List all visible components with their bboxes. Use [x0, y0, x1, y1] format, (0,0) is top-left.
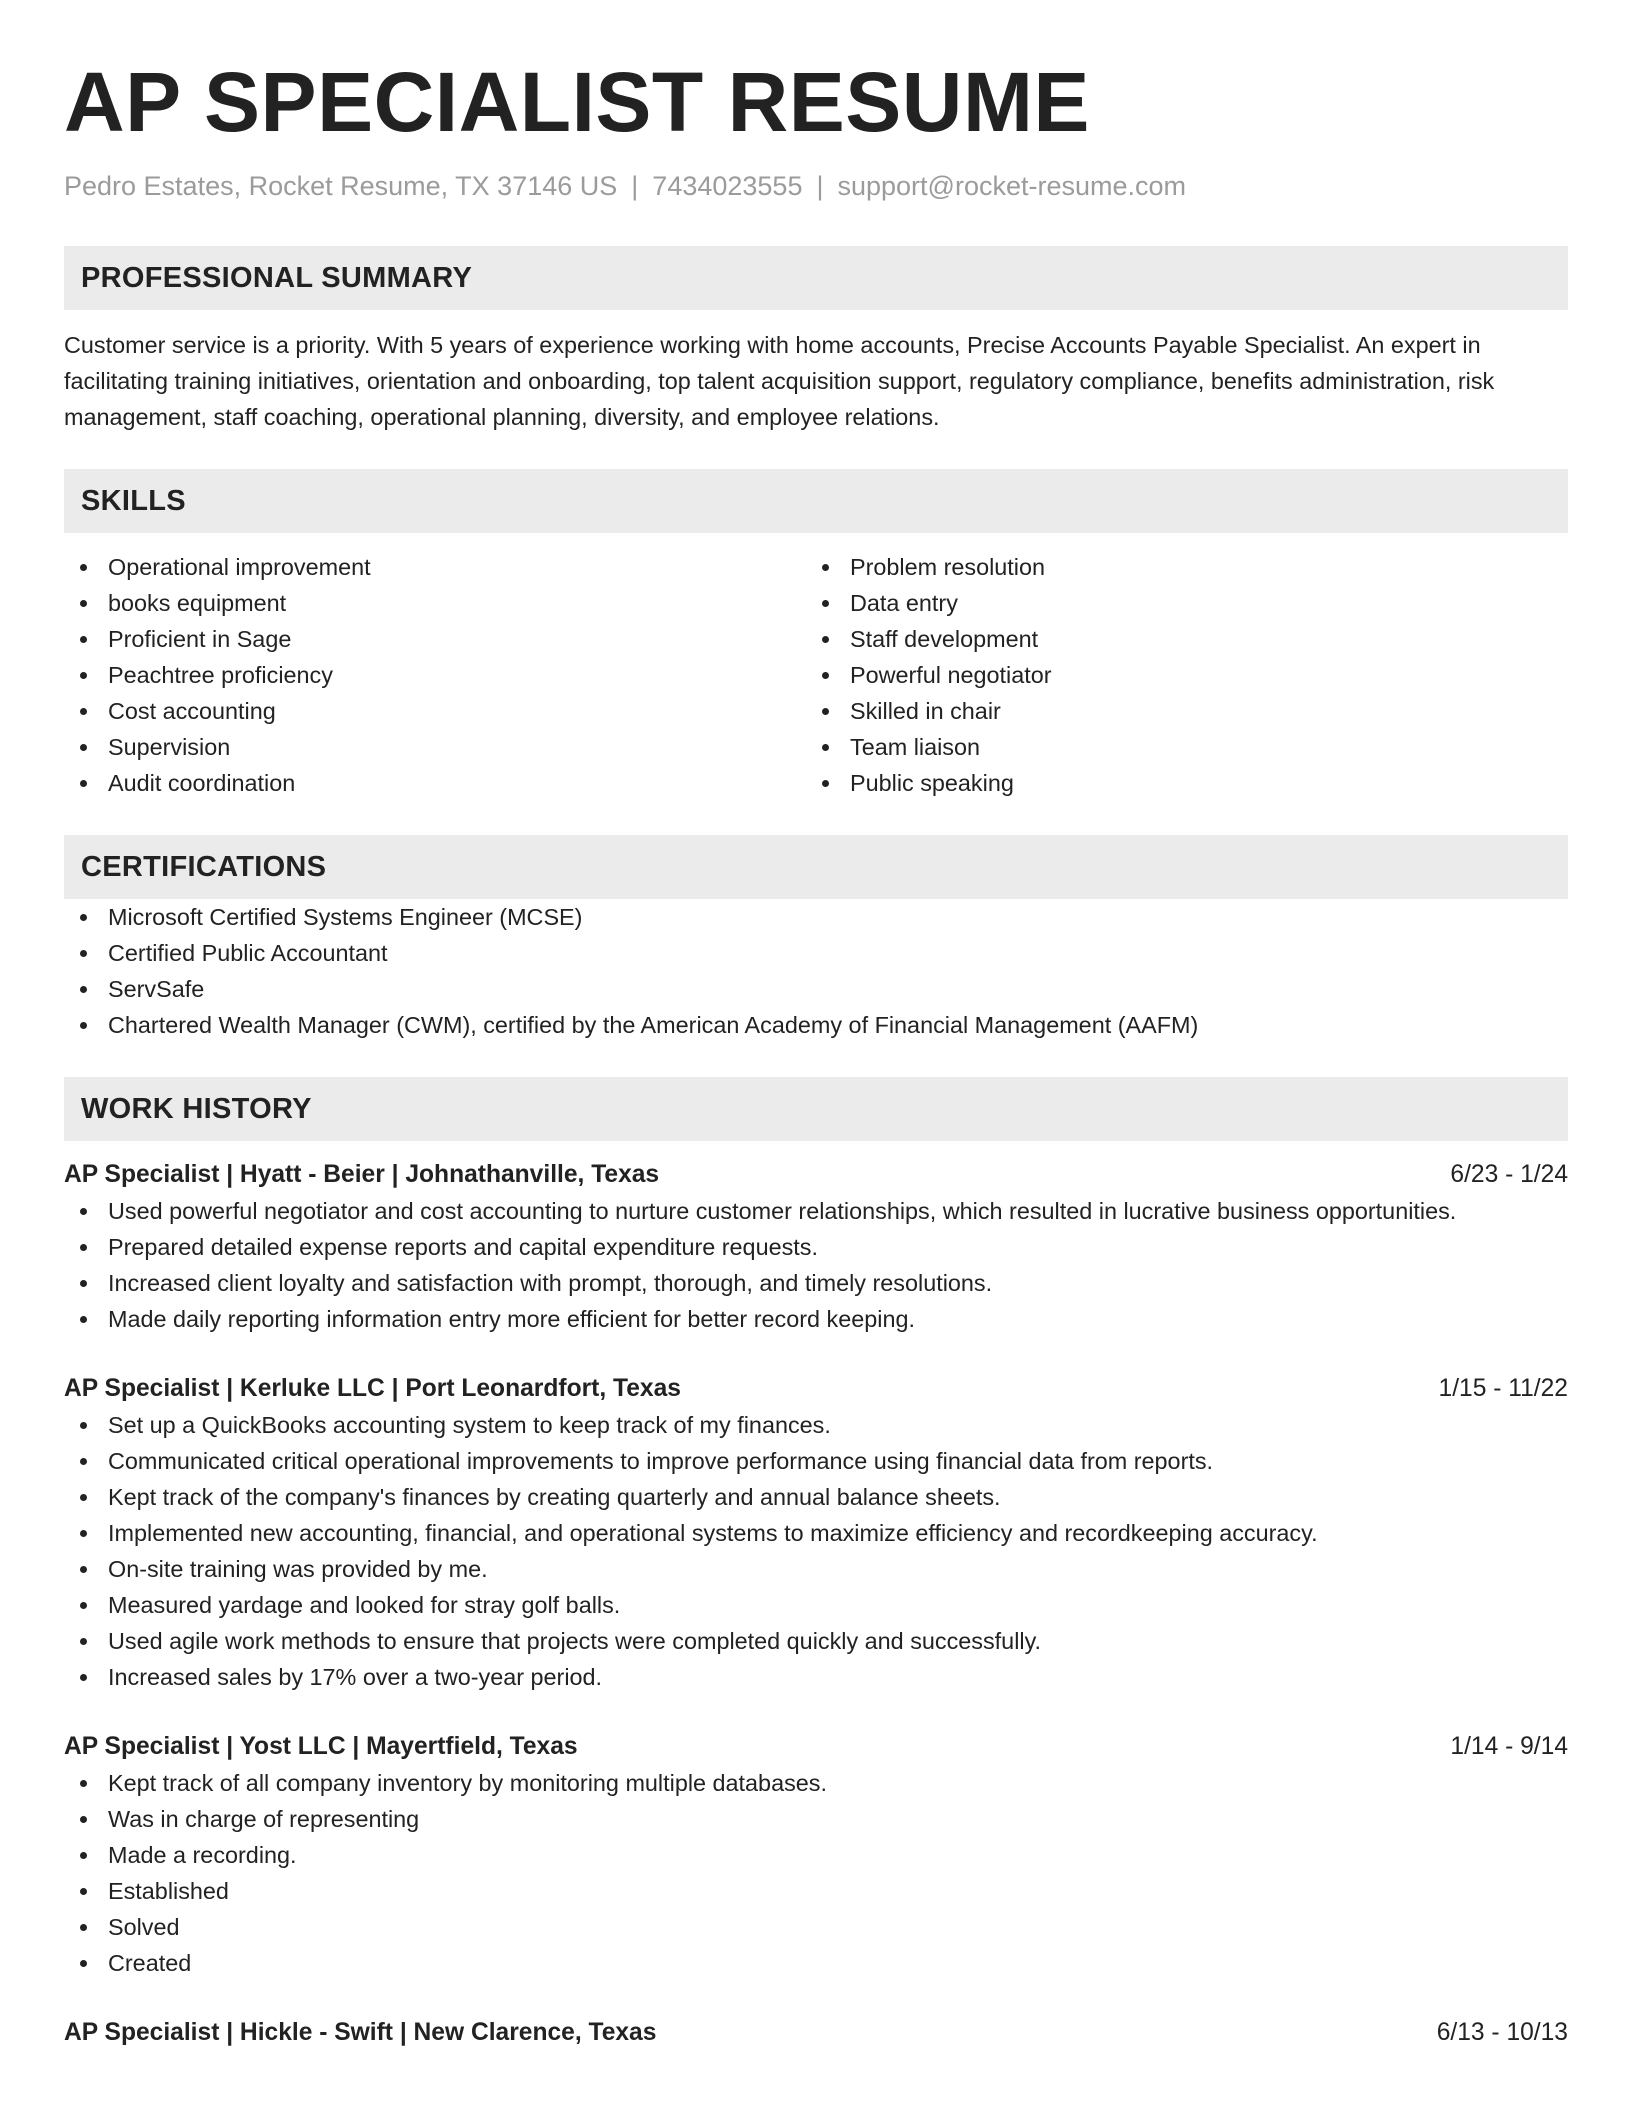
- job-dates: 6/23 - 1/24: [1450, 1161, 1568, 1188]
- skill-item: Skilled in chair: [806, 693, 1548, 729]
- job-entry: [64, 2015, 1568, 2051]
- job-bullet: Implemented new accounting, financial, and operational systems to maximize efficiency and recordkeeping accuracy.: [64, 1515, 1568, 1551]
- section-heading-certifications: CERTIFICATIONS: [64, 835, 1568, 899]
- skill-item: Proficient in Sage: [64, 621, 806, 657]
- skill-item: Powerful negotiator: [806, 657, 1548, 693]
- skill-item: Staff development: [806, 621, 1548, 657]
- job-bullet: Kept track of the company's finances by creating quarterly and annual balance sheets.: [64, 1479, 1568, 1515]
- skill-item: Team liaison: [806, 729, 1548, 765]
- certifications-list: [64, 899, 1568, 1043]
- job-title: AP Specialist | Yost LLC | Mayertfield, Texas: [64, 1733, 578, 1760]
- section-heading-skills: SKILLS: [64, 469, 1568, 533]
- skill-item: Problem resolution: [806, 549, 1548, 585]
- job-header: [64, 1371, 1568, 1407]
- skills-grid: [64, 549, 1568, 801]
- job-bullet: Set up a QuickBooks accounting system to keep track of my finances.: [64, 1407, 1568, 1443]
- skill-item: Data entry: [806, 585, 1548, 621]
- job-bullet: Used agile work methods to ensure that projects were completed quickly and successfully.: [64, 1623, 1568, 1659]
- resume-page: [64, 0, 1568, 2051]
- skill-item: Audit coordination: [64, 765, 806, 801]
- contact-separator: |: [816, 171, 824, 201]
- contact-line: [64, 168, 1568, 204]
- section-heading-summary: PROFESSIONAL SUMMARY: [64, 246, 1568, 310]
- job-dates: 6/13 - 10/13: [1436, 2019, 1568, 2046]
- job-bullet: Established: [64, 1873, 1568, 1909]
- certification-item: Microsoft Certified Systems Engineer (MCSE): [64, 899, 1568, 935]
- job-title: AP Specialist | Hyatt - Beier | Johnathanville, Texas: [64, 1161, 660, 1188]
- job-entry: [64, 1371, 1568, 1695]
- job-title: AP Specialist | Hickle - Swift | New Clarence, Texas: [64, 2019, 657, 2046]
- job-header: [64, 1157, 1568, 1193]
- contact-separator: |: [631, 171, 639, 201]
- skill-item: Cost accounting: [64, 693, 806, 729]
- job-bullet: Increased sales by 17% over a two-year period.: [64, 1659, 1568, 1695]
- skills-column-right: [806, 549, 1548, 801]
- job-bullet: Solved: [64, 1909, 1568, 1945]
- contact-address: Pedro Estates, Rocket Resume, TX 37146 US: [64, 171, 618, 201]
- certification-item: Chartered Wealth Manager (CWM), certified by the American Academy of Financial Management (AAFM): [64, 1007, 1568, 1043]
- professional-summary-section: [64, 246, 1568, 435]
- job-header: [64, 1729, 1568, 1765]
- skill-item: books equipment: [64, 585, 806, 621]
- skills-section: [64, 469, 1568, 801]
- job-bullet-list: [64, 1407, 1568, 1695]
- contact-phone: 7434023555: [652, 171, 803, 201]
- skill-item: Supervision: [64, 729, 806, 765]
- job-bullet: Kept track of all company inventory by monitoring multiple databases.: [64, 1765, 1568, 1801]
- job-dates: 1/14 - 9/14: [1450, 1733, 1568, 1760]
- job-bullet: Prepared detailed expense reports and capital expenditure requests.: [64, 1229, 1568, 1265]
- job-bullet: On-site training was provided by me.: [64, 1551, 1568, 1587]
- job-entry: [64, 1729, 1568, 1981]
- job-bullet: Made daily reporting information entry more efficient for better record keeping.: [64, 1301, 1568, 1337]
- skills-column-left: [64, 549, 806, 801]
- job-entry: [64, 1157, 1568, 1337]
- job-bullet: Was in charge of representing: [64, 1801, 1568, 1837]
- job-bullet: Used powerful negotiator and cost accounting to nurture customer relationships, which resulted in lucrative business opportunities.: [64, 1193, 1568, 1229]
- work-history-section: [64, 1077, 1568, 2051]
- contact-email: support@rocket-resume.com: [837, 171, 1187, 201]
- skill-item: Peachtree proficiency: [64, 657, 806, 693]
- job-bullet-list: [64, 1765, 1568, 1981]
- skill-item: Operational improvement: [64, 549, 806, 585]
- job-bullet: Made a recording.: [64, 1837, 1568, 1873]
- job-bullet: Communicated critical operational improvements to improve performance using financial data from reports.: [64, 1443, 1568, 1479]
- jobs-list: [64, 1157, 1568, 2051]
- job-bullet-list: [64, 1193, 1568, 1337]
- certifications-section: [64, 835, 1568, 1043]
- job-bullet: Created: [64, 1945, 1568, 1981]
- certification-item: Certified Public Accountant: [64, 935, 1568, 971]
- summary-text: Customer service is a priority. With 5 years of experience working with home accounts, Precise Accounts Payable Specialist. An expert in facilitating training initiatives, orientation and onboarding, top talent acquisition support, regulatory compliance, benefits administration, risk management, staff coaching, operational planning, diversity, and employee relations.: [64, 332, 1495, 430]
- job-title: AP Specialist | Kerluke LLC | Port Leonardfort, Texas: [64, 1375, 681, 1402]
- job-dates: 1/15 - 11/22: [1438, 1375, 1568, 1402]
- certification-item: ServSafe: [64, 971, 1568, 1007]
- job-header: [64, 2015, 1568, 2051]
- job-bullet: Measured yardage and looked for stray golf balls.: [64, 1587, 1568, 1623]
- job-bullet: Increased client loyalty and satisfaction with prompt, thorough, and timely resolutions.: [64, 1265, 1568, 1301]
- section-heading-work-history: WORK HISTORY: [64, 1077, 1568, 1141]
- skill-item: Public speaking: [806, 765, 1548, 801]
- resume-title: AP SPECIALIST RESUME: [64, 55, 1090, 149]
